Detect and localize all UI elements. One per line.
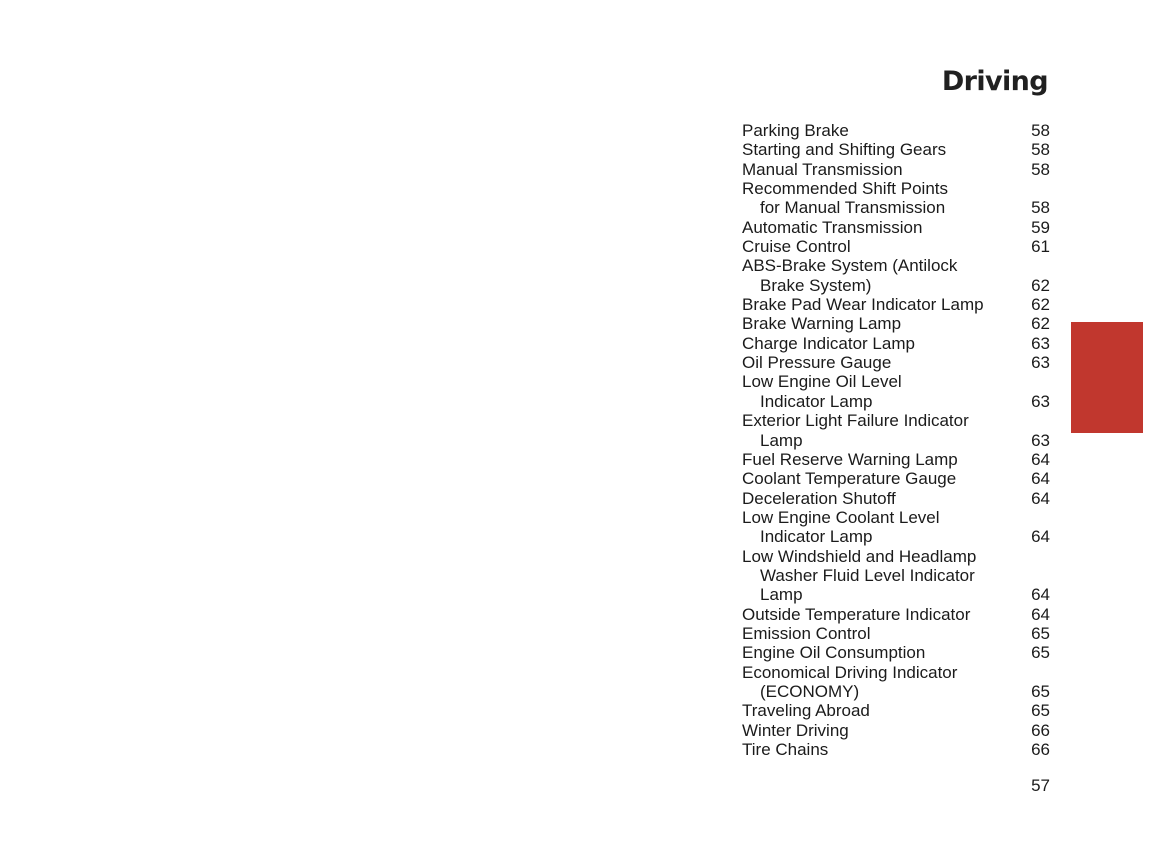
toc-entry-page: 64 bbox=[1031, 469, 1050, 489]
toc-entry-page: 58 bbox=[1031, 198, 1050, 218]
toc-entry-page: 65 bbox=[1031, 623, 1050, 643]
toc-entry-page: 62 bbox=[1031, 295, 1050, 315]
toc-entry bbox=[742, 276, 1050, 295]
toc-entry-label: Lamp bbox=[760, 430, 803, 450]
toc-entry bbox=[742, 334, 1050, 353]
toc-entry-page: 58 bbox=[1031, 159, 1050, 179]
toc-entry-label: Brake Warning Lamp bbox=[742, 314, 902, 334]
toc-entry-label: Brake System) bbox=[760, 275, 872, 295]
toc-entry-page: 64 bbox=[1031, 585, 1050, 605]
toc-entry-label: Automatic Transmission bbox=[742, 217, 923, 237]
toc-entry bbox=[742, 353, 1050, 372]
toc-entry bbox=[742, 740, 1050, 759]
toc-entry-page: 64 bbox=[1031, 488, 1050, 508]
toc-entry bbox=[742, 527, 1050, 546]
toc-entry-page: 65 bbox=[1031, 701, 1050, 721]
toc-entry bbox=[742, 121, 1050, 140]
toc-entry-page: 62 bbox=[1031, 314, 1050, 334]
section-tab-marker bbox=[1071, 322, 1143, 433]
toc-entry bbox=[742, 508, 1050, 527]
toc-entry-label: Low Engine Coolant Level bbox=[742, 507, 940, 527]
table-of-contents bbox=[742, 121, 1050, 759]
toc-entry-page: 64 bbox=[1031, 527, 1050, 547]
toc-entry-page: 64 bbox=[1031, 604, 1050, 624]
toc-entry bbox=[742, 469, 1050, 488]
toc-entry-page: 59 bbox=[1031, 217, 1050, 237]
toc-entry-page: 66 bbox=[1031, 740, 1050, 759]
toc-entry bbox=[742, 140, 1050, 159]
toc-entry-label: Fuel Reserve Warning Lamp bbox=[742, 449, 958, 469]
toc-entry-label: Starting and Shifting Gears bbox=[742, 140, 947, 160]
toc-entry bbox=[742, 198, 1050, 217]
toc-entry-label: for Manual Transmission bbox=[760, 198, 946, 218]
toc-entry-label: Tire Chains bbox=[742, 740, 829, 759]
toc-entry bbox=[742, 218, 1050, 237]
toc-entry-label: Emission Control bbox=[742, 623, 871, 643]
toc-entry-label: Deceleration Shutoff bbox=[742, 488, 896, 508]
toc-entry-page: 63 bbox=[1031, 430, 1050, 450]
page-number: 57 bbox=[1031, 776, 1050, 795]
toc-entry bbox=[742, 392, 1050, 411]
toc-entry bbox=[742, 411, 1050, 430]
toc-entry bbox=[742, 372, 1050, 391]
toc-entry-page: 64 bbox=[1031, 449, 1050, 469]
toc-entry bbox=[742, 547, 1050, 566]
toc-entry-label: Washer Fluid Level Indicator bbox=[760, 565, 975, 585]
toc-entry-page: 63 bbox=[1031, 333, 1050, 353]
toc-entry-label: Lamp bbox=[760, 585, 803, 605]
toc-entry bbox=[742, 160, 1050, 179]
toc-entry bbox=[742, 624, 1050, 643]
toc-entry-page: 66 bbox=[1031, 720, 1050, 740]
toc-entry bbox=[742, 663, 1050, 682]
toc-entry-label: Brake Pad Wear Indicator Lamp bbox=[742, 295, 984, 315]
toc-entry bbox=[742, 450, 1050, 469]
toc-entry bbox=[742, 585, 1050, 604]
toc-entry-label: Winter Driving bbox=[742, 720, 849, 740]
toc-entry-label: Parking Brake bbox=[742, 121, 849, 140]
toc-entry bbox=[742, 237, 1050, 256]
toc-entry-label: Recommended Shift Points bbox=[742, 179, 948, 199]
toc-entry bbox=[742, 295, 1050, 314]
toc-entry-page: 61 bbox=[1031, 237, 1050, 257]
toc-entry-label: Economical Driving Indicator bbox=[742, 662, 958, 682]
section-title: Driving bbox=[941, 66, 1048, 97]
toc-entry-page: 63 bbox=[1031, 353, 1050, 373]
toc-entry bbox=[742, 643, 1050, 662]
toc-entry-label: Outside Temperature Indicator bbox=[742, 604, 971, 624]
toc-entry-label: Indicator Lamp bbox=[760, 391, 873, 411]
toc-entry bbox=[742, 701, 1050, 720]
toc-entry-label: Coolant Temperature Gauge bbox=[742, 469, 957, 489]
toc-entry-label: Low Windshield and Headlamp bbox=[742, 546, 977, 566]
toc-entry bbox=[742, 605, 1050, 624]
toc-entry-label: Engine Oil Consumption bbox=[742, 643, 926, 663]
toc-entry bbox=[742, 179, 1050, 198]
toc-entry-label: Charge Indicator Lamp bbox=[742, 333, 915, 353]
toc-entry bbox=[742, 489, 1050, 508]
toc-entry-label: Oil Pressure Gauge bbox=[742, 353, 892, 373]
toc-entry-label: Cruise Control bbox=[742, 237, 851, 257]
toc-entry-page: 65 bbox=[1031, 681, 1050, 701]
toc-entry-page: 65 bbox=[1031, 643, 1050, 663]
toc-entry bbox=[742, 721, 1050, 740]
toc-entry-label: Traveling Abroad bbox=[742, 701, 870, 721]
toc-entry-label: (ECONOMY) bbox=[760, 681, 860, 701]
toc-entry-page: 58 bbox=[1031, 121, 1050, 140]
toc-entry-page: 63 bbox=[1031, 391, 1050, 411]
toc-entry bbox=[742, 256, 1050, 275]
toc-entry-page: 62 bbox=[1031, 275, 1050, 295]
toc-entry-label: Indicator Lamp bbox=[760, 527, 873, 547]
toc-entry-label: Exterior Light Failure Indicator bbox=[742, 411, 969, 431]
toc-entry bbox=[742, 431, 1050, 450]
toc-entry-label: ABS-Brake System (Antilock bbox=[742, 256, 958, 276]
toc-entry bbox=[742, 314, 1050, 333]
toc-entry-label: Manual Transmission bbox=[742, 159, 903, 179]
toc-entry-label: Low Engine Oil Level bbox=[742, 372, 902, 392]
toc-entry bbox=[742, 566, 1050, 585]
toc-entry-page: 58 bbox=[1031, 140, 1050, 160]
toc-entry bbox=[742, 682, 1050, 701]
